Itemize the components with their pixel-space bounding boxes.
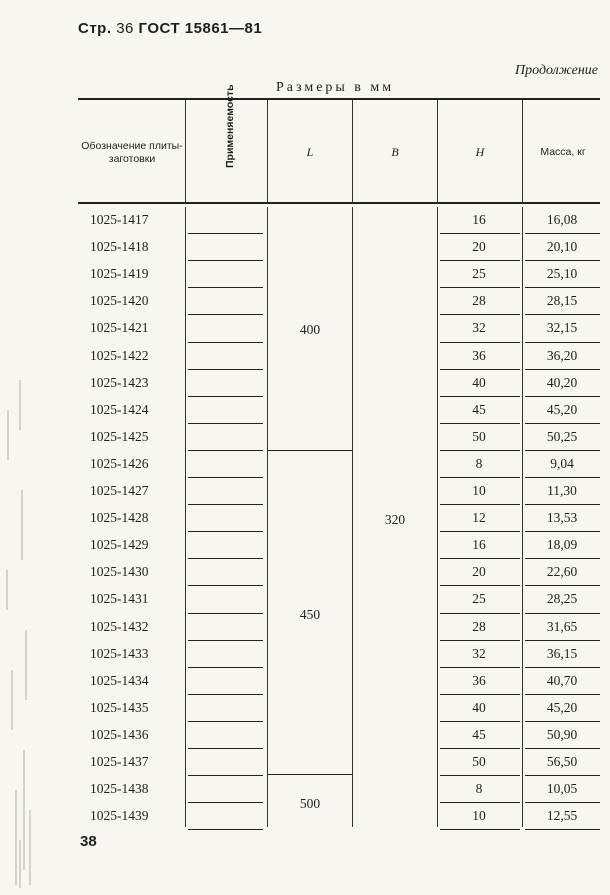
row-mass: 12,55 <box>546 808 578 824</box>
row-mass: 50,25 <box>546 428 578 444</box>
row-designation: 1025-1429 <box>90 537 149 553</box>
row-designation: 1025-1432 <box>90 618 149 634</box>
row-rule <box>525 531 600 532</box>
row-mass: 45,20 <box>546 401 578 417</box>
row-mass: 45,20 <box>546 699 578 715</box>
L-group-divider-2 <box>268 774 352 775</box>
row-rule <box>440 585 520 586</box>
row-mass: 56,50 <box>546 754 578 769</box>
header-standard: ГОСТ 15861—81 <box>138 20 263 37</box>
row-rule <box>188 585 263 586</box>
row-rule <box>440 613 520 614</box>
row-rule <box>525 558 600 559</box>
row-rule <box>525 314 600 315</box>
row-rule <box>525 396 600 397</box>
col-header-applicability: Применяемость <box>224 84 236 168</box>
row-H: 12 <box>472 510 486 526</box>
row-H: 32 <box>472 645 486 661</box>
row-rule <box>188 640 263 641</box>
row-rule <box>188 531 263 532</box>
row-rule <box>188 721 263 722</box>
row-mass: 40,70 <box>546 672 578 688</box>
row-designation: 1025-1436 <box>90 726 149 742</box>
row-mass: 28,25 <box>546 591 578 607</box>
row-mass: 40,20 <box>546 374 578 390</box>
row-designation: 1025-1431 <box>90 591 149 607</box>
row-rule <box>525 342 600 343</box>
row-rule <box>525 667 600 668</box>
row-rule <box>188 477 263 478</box>
row-rule <box>525 721 600 722</box>
row-mass: 18,09 <box>546 537 578 553</box>
row-rule <box>440 667 520 668</box>
row-designation: 1025-1434 <box>90 672 149 688</box>
row-designation: 1025-1439 <box>90 808 149 824</box>
row-mass: 31,65 <box>546 618 578 634</box>
row-rule <box>440 721 520 722</box>
row-designation: 1025-1438 <box>90 781 149 797</box>
header-sep-1 <box>185 100 186 202</box>
row-rule <box>188 342 263 343</box>
row-rule <box>525 613 600 614</box>
row-rule <box>188 613 263 614</box>
row-H: 25 <box>472 591 486 607</box>
row-rule <box>440 477 520 478</box>
row-designation: 1025-1435 <box>90 699 149 715</box>
row-rule <box>440 233 520 234</box>
row-designation: 1025-1437 <box>90 754 149 769</box>
row-rule <box>525 369 600 370</box>
scan-margin-artifact <box>2 370 36 890</box>
row-rule <box>188 667 263 668</box>
row-rule <box>440 640 520 641</box>
row-H: 8 <box>475 781 483 797</box>
row-rule <box>188 748 263 749</box>
row-designation: 1025-1420 <box>90 293 149 309</box>
header-prefix: Стр. <box>78 20 112 37</box>
row-rule <box>188 423 263 424</box>
row-rule <box>440 314 520 315</box>
row-rule <box>188 694 263 695</box>
row-rule <box>188 287 263 288</box>
row-rule <box>188 396 263 397</box>
row-rule <box>525 775 600 776</box>
row-rule <box>525 748 600 749</box>
row-designation: 1025-1422 <box>90 347 149 363</box>
row-rule <box>188 233 263 234</box>
row-rule <box>525 287 600 288</box>
L-value-450: 450 <box>299 606 321 622</box>
row-designation: 1025-1419 <box>90 266 149 282</box>
row-rule <box>525 504 600 505</box>
col-header-mass: Масса, кг <box>540 146 586 158</box>
header-page: 36 <box>116 20 134 37</box>
row-rule <box>440 748 520 749</box>
header-bottom-rule <box>78 202 600 204</box>
row-rule <box>188 829 263 830</box>
row-H: 20 <box>472 564 486 580</box>
row-H: 36 <box>472 347 486 363</box>
L-value-500: 500 <box>299 796 321 812</box>
row-rule <box>440 558 520 559</box>
row-rule <box>525 450 600 451</box>
row-rule <box>440 423 520 424</box>
row-designation: 1025-1427 <box>90 483 149 498</box>
row-rule <box>440 342 520 343</box>
row-rule <box>440 531 520 532</box>
sizes-label: Размеры в мм <box>276 80 395 95</box>
row-H: 8 <box>475 455 483 471</box>
B-value-320: 320 <box>384 511 406 527</box>
col-header-designation: Обозначение плиты-заготовки <box>81 140 183 165</box>
page-number: 38 <box>80 833 97 850</box>
col-header-H: H <box>475 145 485 159</box>
row-designation: 1025-1424 <box>90 401 149 417</box>
row-rule <box>440 504 520 505</box>
row-designation: 1025-1418 <box>90 239 149 255</box>
row-designation: 1025-1417 <box>90 212 149 227</box>
row-H: 20 <box>472 239 486 255</box>
row-rule <box>188 314 263 315</box>
row-mass: 10,05 <box>546 781 578 797</box>
row-designation: 1025-1425 <box>90 428 149 444</box>
row-H: 45 <box>472 401 486 417</box>
row-rule <box>440 694 520 695</box>
row-H: 28 <box>472 293 486 309</box>
row-H: 10 <box>472 808 486 824</box>
body-sep-2 <box>267 207 268 827</box>
L-value-400: 400 <box>299 321 321 337</box>
row-rule <box>440 829 520 830</box>
row-rule <box>525 233 600 234</box>
body-sep-4 <box>437 207 438 827</box>
row-mass: 25,10 <box>546 266 578 282</box>
row-mass: 28,15 <box>546 293 578 309</box>
row-rule <box>188 369 263 370</box>
row-H: 16 <box>472 212 486 227</box>
row-H: 45 <box>472 726 486 742</box>
row-designation: 1025-1428 <box>90 510 149 526</box>
col-header-B: B <box>391 145 399 159</box>
row-rule <box>188 260 263 261</box>
row-H: 50 <box>472 428 486 444</box>
body-sep-5 <box>522 207 523 827</box>
row-rule <box>188 504 263 505</box>
row-H: 40 <box>472 374 486 390</box>
row-designation: 1025-1430 <box>90 564 149 580</box>
row-rule <box>525 477 600 478</box>
row-H: 36 <box>472 672 486 688</box>
row-rule <box>440 287 520 288</box>
row-rule <box>188 450 263 451</box>
row-H: 25 <box>472 266 486 282</box>
row-rule <box>440 369 520 370</box>
row-rule <box>525 585 600 586</box>
row-rule <box>440 775 520 776</box>
row-designation: 1025-1421 <box>90 320 149 336</box>
row-rule <box>440 450 520 451</box>
row-mass: 20,10 <box>546 239 578 255</box>
row-mass: 16,08 <box>546 212 578 227</box>
row-mass: 36,20 <box>546 347 578 363</box>
row-rule <box>525 802 600 803</box>
row-rule <box>188 802 263 803</box>
row-mass: 50,90 <box>546 726 578 742</box>
col-header-L: L <box>306 145 314 159</box>
row-rule <box>525 640 600 641</box>
row-designation: 1025-1426 <box>90 455 149 471</box>
row-rule <box>440 802 520 803</box>
row-rule <box>440 260 520 261</box>
row-H: 40 <box>472 699 486 715</box>
row-mass: 36,15 <box>546 645 578 661</box>
row-mass: 13,53 <box>546 510 578 526</box>
page-header <box>78 20 262 37</box>
row-rule <box>188 775 263 776</box>
row-rule <box>525 423 600 424</box>
row-H: 16 <box>472 537 486 553</box>
row-rule <box>525 829 600 830</box>
row-rule <box>188 558 263 559</box>
row-rule <box>525 260 600 261</box>
row-rule <box>440 396 520 397</box>
row-H: 32 <box>472 320 486 336</box>
row-mass: 11,30 <box>547 483 577 498</box>
row-designation: 1025-1433 <box>90 645 149 661</box>
row-mass: 22,60 <box>546 564 578 580</box>
row-rule <box>525 694 600 695</box>
row-mass: 32,15 <box>546 320 578 336</box>
continuation-label: Продолжение <box>515 63 598 78</box>
row-H: 28 <box>472 618 486 634</box>
row-H: 50 <box>472 754 486 769</box>
row-mass: 9,04 <box>550 455 574 471</box>
row-designation: 1025-1423 <box>90 374 149 390</box>
L-group-divider-1 <box>268 450 352 451</box>
row-H: 10 <box>472 483 486 498</box>
